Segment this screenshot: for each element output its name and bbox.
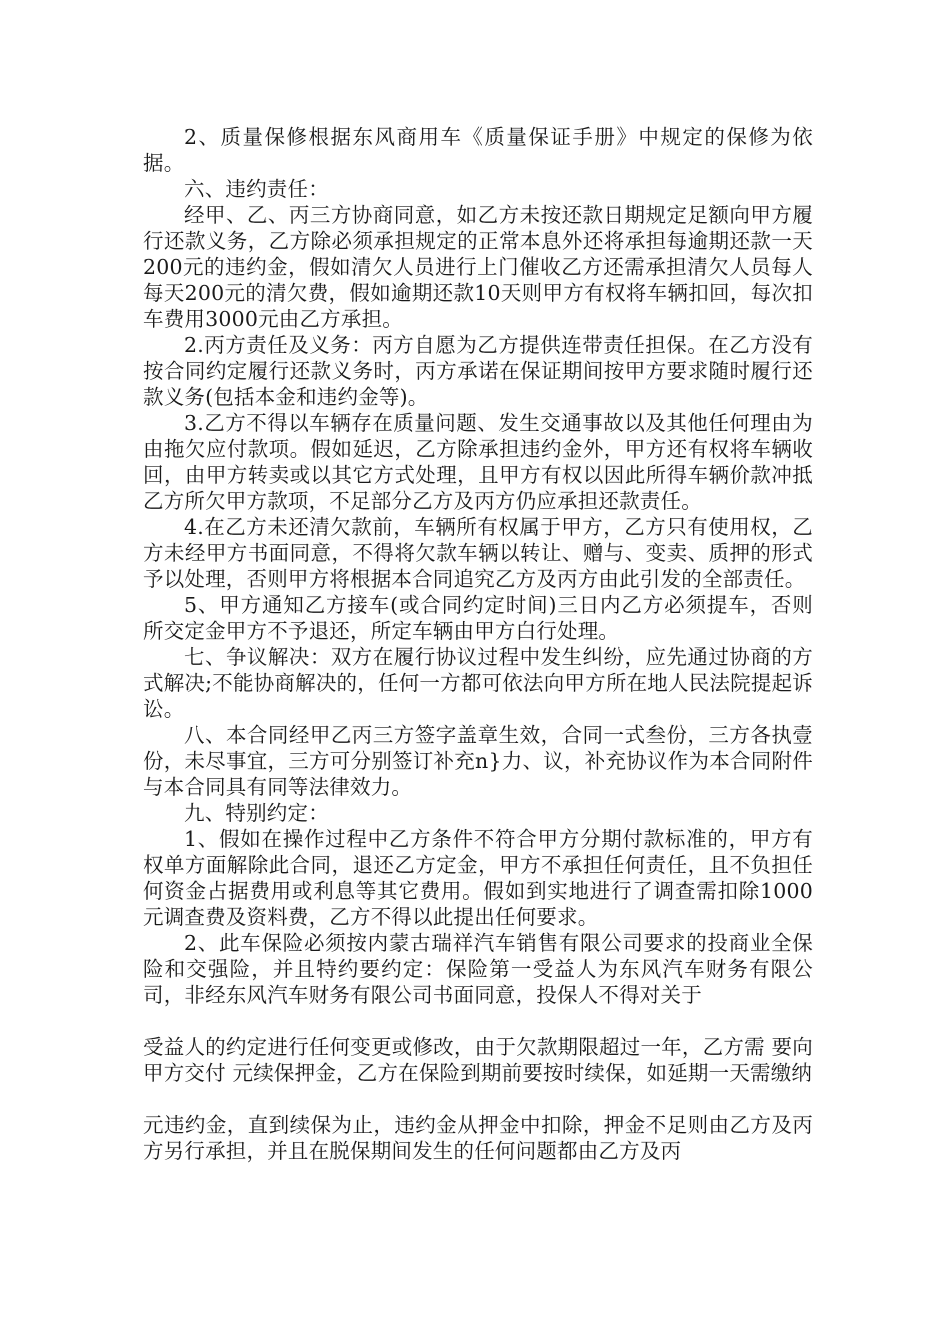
paragraph-overdue-penalty: 经甲、乙、丙三方协商同意，如乙方未按还款日期规定足额向甲方履行还款义务，乙方除必须承担规定的正常本息外还将承担每逾期还款一天200元的违约金，假如清欠人员进行上门催收乙方还需承担清欠人员每人每天200元的清欠费，假如逾期还款10天则甲方有权将车辆扣回，每次扣车费用3000元由乙方承担。 [143,203,813,331]
heading-breach-liability: 六、违约责任： [184,177,329,201]
paragraph-penalty-fragment: 元违约金，直到续保为止，违约金从押金中扣除，押金不足则由乙方及丙方另行承担，并且在脱保期间发生的任何问题都由乙方及丙 [143,1113,813,1163]
paragraph-beneficiary-fragment: 受益人的约定进行任何变更或修改，由于欠款期限超过一年，乙方需 要向甲方交付 元续保押金，乙方在保险到期前要按时续保，如延期一天需缴纳 [143,1035,813,1085]
paragraph-insurance-requirement: 2、此车保险必须按内蒙古瑞祥汽车销售有限公司要求的投商业全保险和交强险，并且特约要约定：保险第一受益人为东风汽车财务有限公司，非经东风汽车财务有限公司书面同意，投保人不得对关于 [143,931,813,1007]
paragraph-effectiveness: 八、本合同经甲乙丙三方签字盖章生效，合同一式叁份，三方各执壹份，未尽事宜，三方可分别签订补充n}力、议，补充协议作为本合同附件与本合同具有同等法律效力。 [143,723,813,799]
paragraph-no-delay-excuse: 3.乙方不得以车辆存在质量问题、发生交通事故以及其他任何理由为由拖欠应付款项。假如延迟，乙方除承担违约金外，甲方还有权将车辆收回，由甲方转卖或以其它方式处理，且甲方有权以因此所得车辆价款冲抵乙方所欠甲方款项，不足部分乙方及丙方仍应承担还款责任。 [143,411,813,513]
paragraph-warranty-basis: 2、质量保修根据东风商用车《质量保证手册》中规定的保修为依据。 [143,125,813,175]
paragraph-guarantor-duty: 2.丙方责任及义务：丙方自愿为乙方提供连带责任担保。在乙方没有按合同约定履行还款义务时，丙方承诺在保证期间按甲方要求随时履行还款义务(包括本金和违约金等)。 [143,333,813,409]
paragraph-installment-standard: 1、假如在操作过程中乙方条件不符合甲方分期付款标准的，甲方有权单方面解除此合同，退还乙方定金，甲方不承担任何责任，且不负担任何资金占据费用或利息等其它费用。假如到实地进行了调查需扣除1000元调查费及资料费，乙方不得以此提出任何要求。 [143,827,813,929]
paragraph-ownership: 4.在乙方未还清欠款前，车辆所有权属于甲方，乙方只有使用权，乙方未经甲方书面同意，不得将欠款车辆以转让、赠与、变卖、质押的形式予以处理，否则甲方将根据本合同追究乙方及丙方由此引发的全部责任。 [143,515,813,591]
paragraph-pickup-notice: 5、甲方通知乙方接车(或合同约定时间)三日内乙方必须提车，否则所交定金甲方不予退还，所定车辆由甲方白行处理。 [143,593,813,643]
paragraph-dispute-resolution: 七、争议解决：双方在履行协议过程中发生纠纷，应先通过协商的方式解决;不能协商解决的，任何一方都可依法向甲方所在地人民法院提起诉讼。 [143,645,813,721]
heading-special-agreement: 九、特别约定： [184,801,329,825]
document-body [143,124,813,1164]
